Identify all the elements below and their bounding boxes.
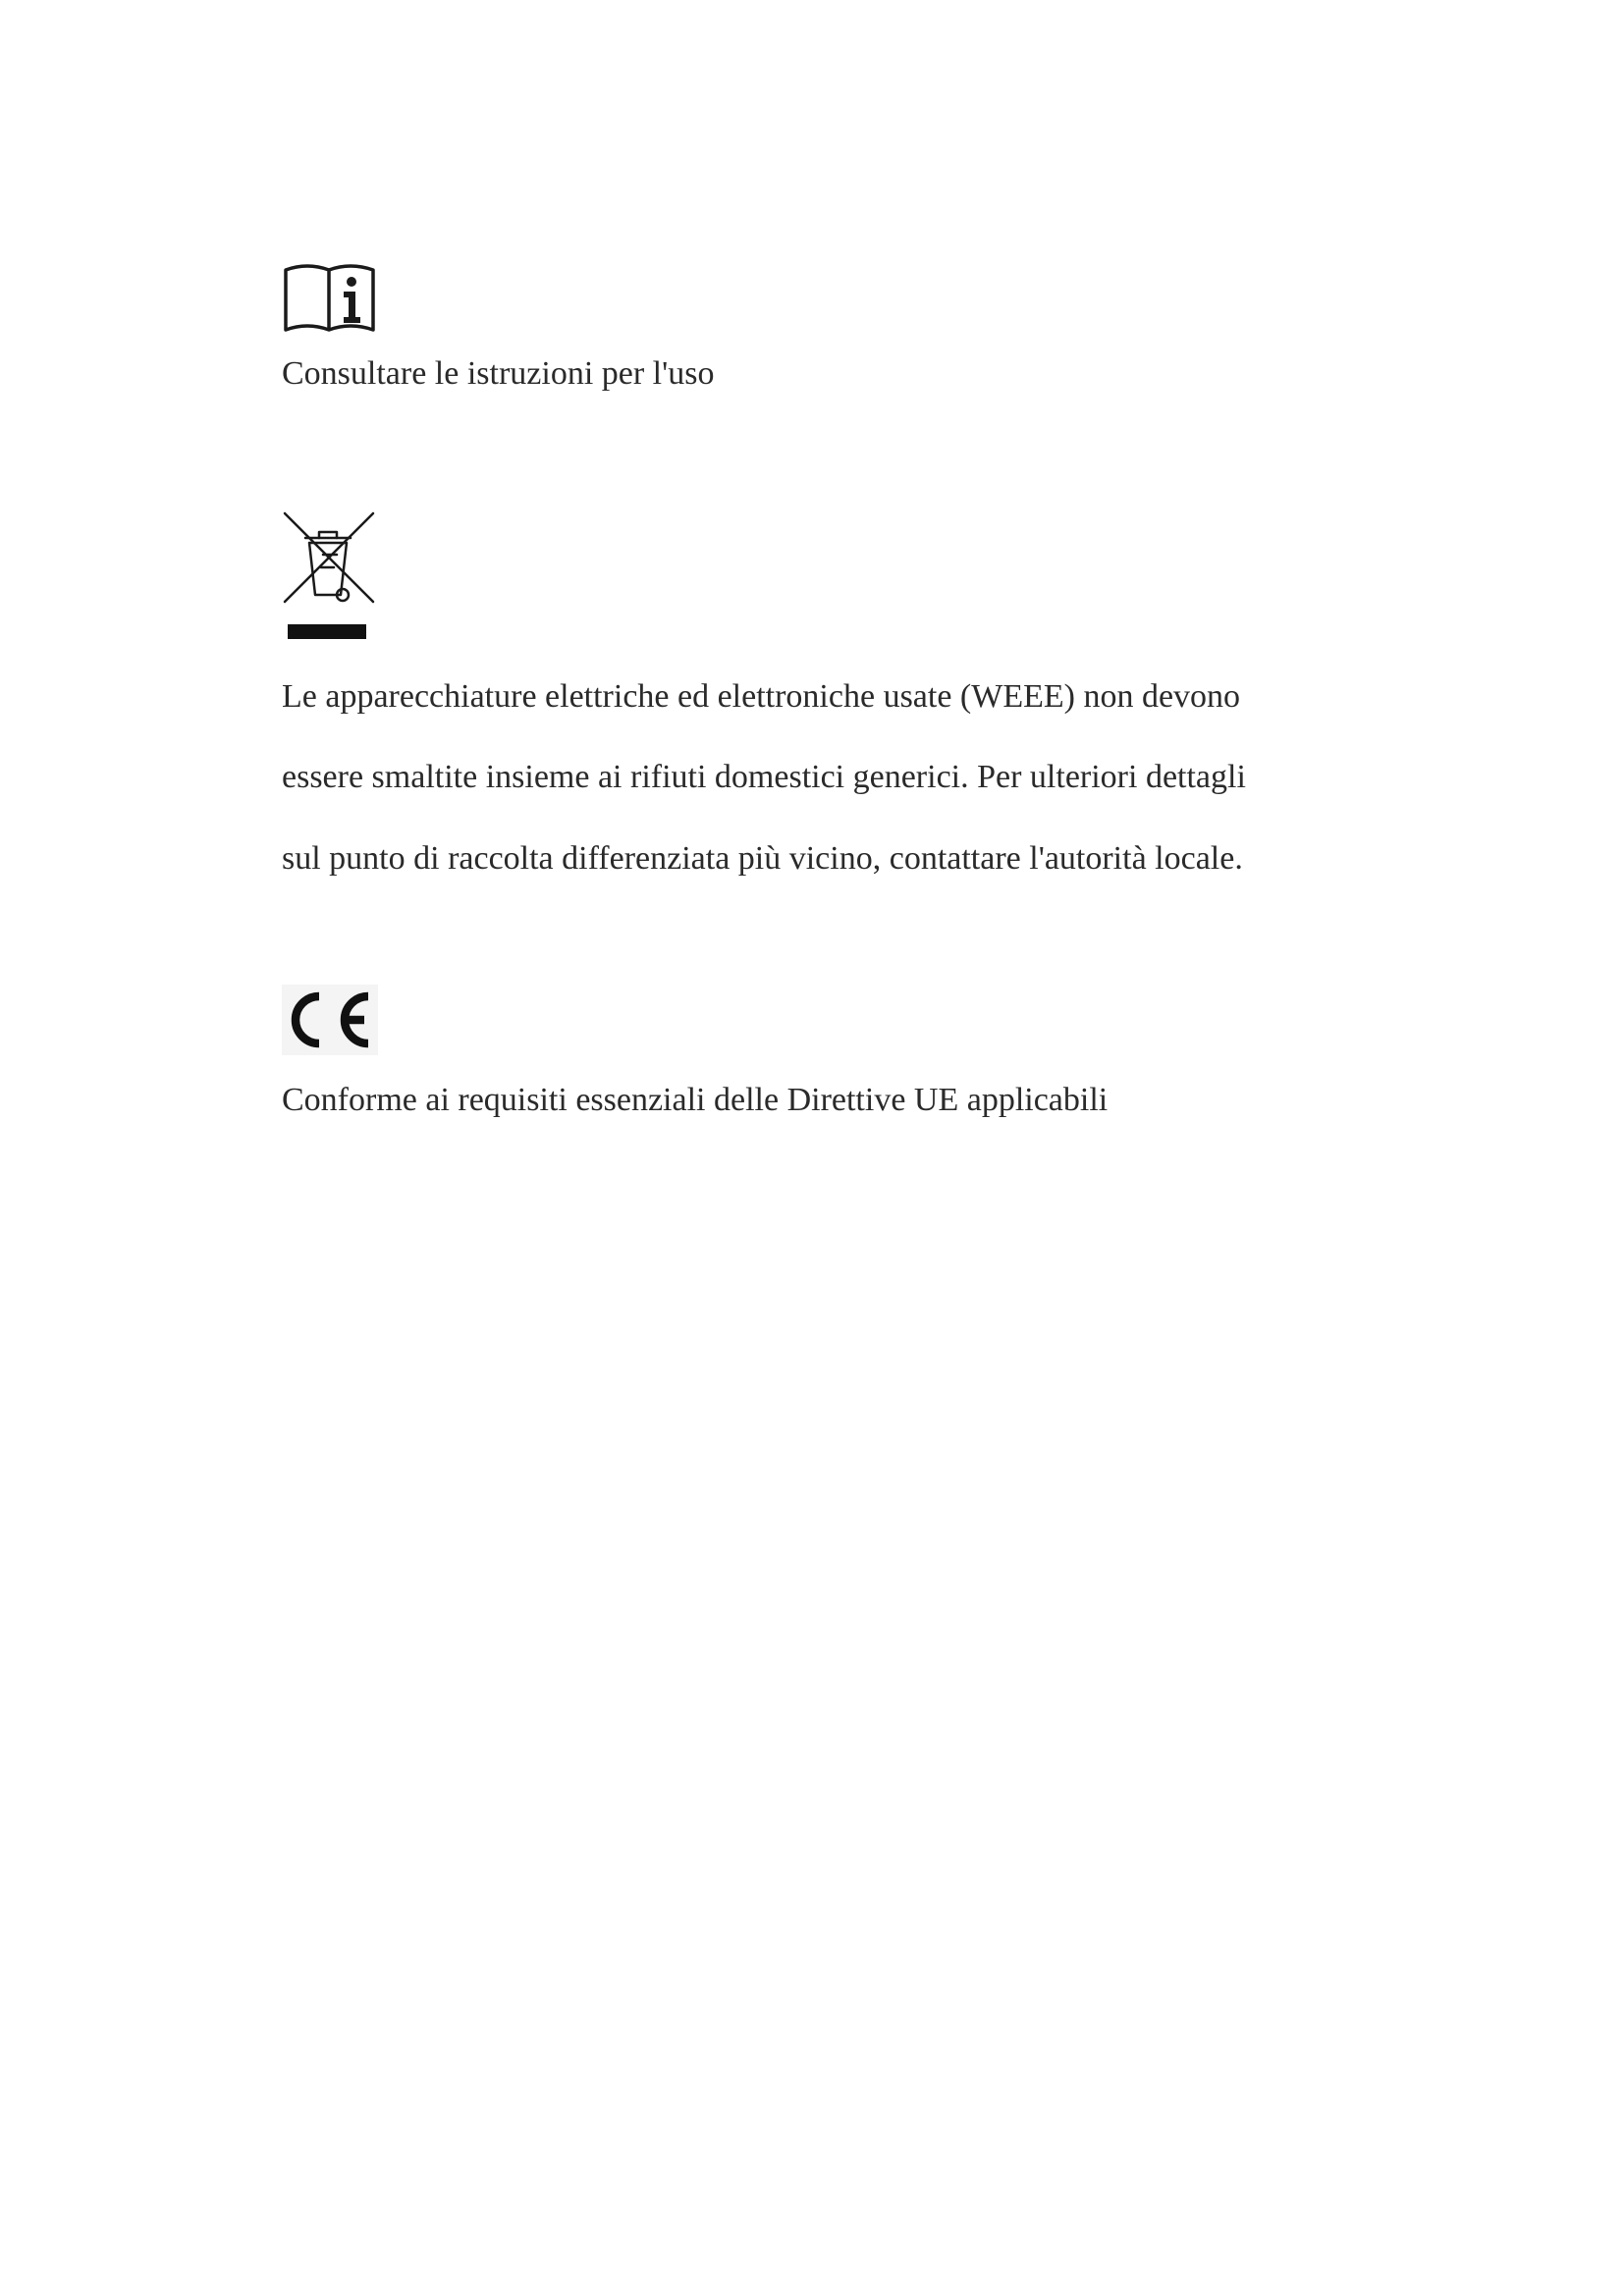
weee-text-line-3: sul punto di raccolta differenziata più vicino, contattare l'autorità locale. <box>282 840 1243 877</box>
crossed-out-wheelie-bin-icon <box>282 510 376 642</box>
weee-text-line-1: Le apparecchiature elettriche ed elettroniche usate (WEEE) non devono <box>282 678 1241 715</box>
consult-instructions-text: Consultare le istruzioni per l'uso <box>282 355 715 392</box>
ce-conformity-text: Conforme ai requisiti essenziali delle Direttive UE applicabili <box>282 1082 1109 1118</box>
consult-instructions-icon <box>282 260 378 334</box>
ce-mark-icon <box>282 985 378 1055</box>
weee-text-line-2: essere smaltite insieme ai rifiuti domestici generici. Per ulteriori dettagli <box>282 759 1246 795</box>
